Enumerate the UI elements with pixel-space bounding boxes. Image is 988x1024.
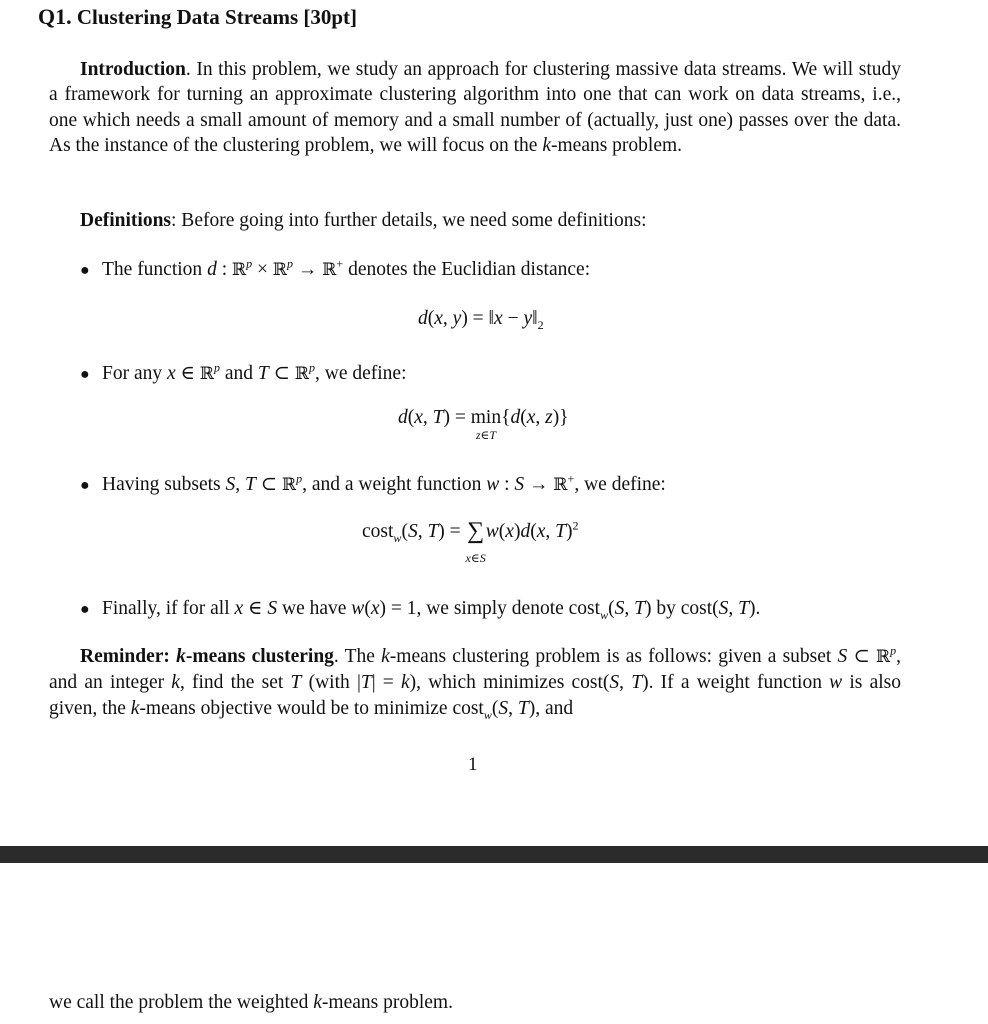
equation-weighted-cost: cost$_w$(S, T) = ∑ x∈S w(x)d(x, T)$^2$ — [362, 518, 579, 565]
equation-euclidean-distance: d(x, y) = ‖x − $y‖_2$ — [418, 308, 544, 332]
question-heading: Clustering Data Streams [30pt] — [76, 5, 358, 29]
definitions-text: : Before going into further details, we need some definitions: — [171, 210, 647, 231]
introduction-paragraph: Introduction. In this problem, we study an approach for clustering massive data streams. We will study a framework for turning an approximate clustering algorithm into one that can work on data streams, i.e., one which needs a small amount of memory and a small number of (actually, just one) passes over the data. As the instance of the clustering problem, we will focus on the k-means problem. — [49, 59, 901, 156]
question-number: Q1. — [38, 4, 72, 29]
next-page-continuation: we call the problem the weighted k-means problem. — [49, 992, 453, 1013]
definitions-line — [80, 210, 646, 232]
page-separator — [0, 846, 988, 863]
definitions-heading: Definitions — [80, 210, 172, 231]
bullet-distance: ● The function d : ℝ$^p$ × ℝ$^p$ → ℝ+ denotes the Euclidian distance: — [80, 256, 591, 280]
equation-min-distance: d(x, T) = min z∈T {d(x, z)} — [398, 407, 569, 442]
bullet-dot: ● — [80, 262, 90, 279]
reminder-heading: Reminder: k-means clustering — [80, 646, 334, 667]
bullet-dot: ● — [80, 477, 90, 494]
page-number: 1 — [468, 754, 478, 775]
introduction-heading: Introduction — [80, 59, 186, 80]
bullet-unweighted-cost: ● Finally, if for all x ∈ S we have w(x) = 1, we simply denote cost$_w$(S, T) by cost(S, T). — [80, 598, 761, 622]
bullet-point-set-distance: ● For any x ∈ ℝ$^p$ and T ⊂ ℝ$^p$, we define: — [80, 360, 407, 384]
bullet-dot: ● — [80, 601, 90, 618]
question-title — [38, 4, 357, 30]
introduction-text: . In this problem, we study an approach for clustering massive data streams. We will study a framework for turning an approximate clustering algorithm into one that can work on data streams, i.e., one which needs a small amount of memory and a small number of (actually, just one) passes over the data. As the instance of the clustering problem, we will focus on the — [49, 59, 901, 156]
bullet-weighted-cost: ● Having subsets S, T ⊂ ℝ$^p$, and a weight function w : S → ℝ+, we define: — [80, 471, 666, 495]
reminder-paragraph: Reminder: k-means clustering. The k-means clustering problem is as follows: given a subset S ⊂ ℝ$^p$, and an integer k, find the set T (with |T| = k), which minimizes cost(S, T). If a weight function w is also given, the k-means objective would be to minimize cost$_w$(S, T), and — [49, 643, 902, 722]
bullet-dot: ● — [80, 366, 90, 383]
